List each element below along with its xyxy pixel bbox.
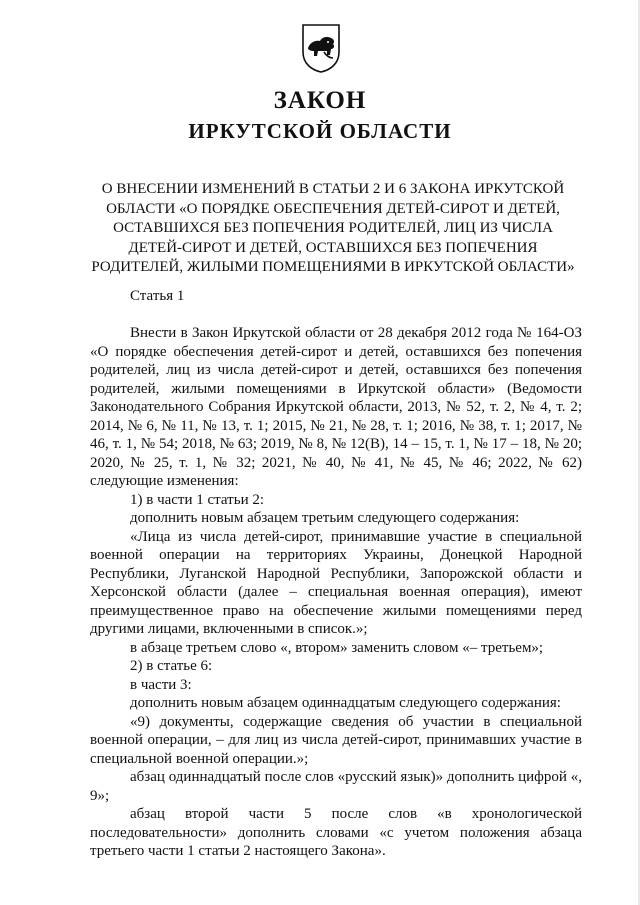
paragraph: 1) в части 1 статьи 2: bbox=[130, 491, 265, 508]
article-body bbox=[90, 324, 582, 861]
paragraph: дополнить новым абзацем одиннадцатым следующего содержания: bbox=[130, 695, 561, 711]
paragraph: Внести в Закон Иркутской области от 28 декабря 2012 года № 164-ОЗ «О порядке обеспечения детей-сирот и детей, оставшихся без попечения родителей, лиц из числа детей-сирот и детей, оставшихся без попечения родителей, жилыми помещениями в Иркутской области» (Ведомости Законодательного Собрания Иркутской области, 2013, № 52, т. 2, № 4, т. 2; 2014, № 6, № 11, № 13, т. 1; 2015, № 21, № 28, т. 1; 2016, № 38, т. 1; 2017, № 46, т. 1, № 54; 2018, № 63; 2019, № 8, № 12(В), 14 – 15, т. 1, № 17 – 18, № 20; 2020, № 25, т. 1, № 32; 2021, № 40, № 41, № 45, № 46; 2022, № 62) следующие изменения: bbox=[90, 325, 582, 489]
paragraph: в части 3: bbox=[130, 676, 192, 693]
irkutsk-coat-of-arms-icon bbox=[300, 22, 342, 74]
article-label: Статья 1 bbox=[130, 288, 185, 304]
law-title: ЗАКОН bbox=[273, 87, 367, 114]
paragraph: дополнить новым абзацем третьим следующего содержания: bbox=[130, 510, 520, 526]
paragraph: 2) в статье 6: bbox=[130, 658, 213, 674]
paragraph: абзац второй части 5 после слов «в хронологической последовательности» дополнить словами «с учетом положения абзаца третьего части 1 статьи 2 настоящего Закона». bbox=[90, 806, 582, 859]
law-subtitle: ИРКУТСКОЙ ОБЛАСТИ bbox=[188, 119, 452, 143]
paragraph: абзац одиннадцатый после слов «русский язык)» дополнить цифрой «, 9»; bbox=[90, 769, 582, 804]
law-heading: О ВНЕСЕНИИ ИЗМЕНЕНИЙ В СТАТЬИ 2 И 6 ЗАКОНА ИРКУТСКОЙ ОБЛАСТИ «О ПОРЯДКЕ ОБЕСПЕЧЕНИЯ ДЕТЕЙ-СИРОТ И ДЕТЕЙ, ОСТАВШИХСЯ БЕЗ ПОПЕЧЕНИЯ РОДИТЕЛЕЙ, ЛИЦ ИЗ ЧИСЛА ДЕТЕЙ-СИРОТ И ДЕТЕЙ, ОСТАВШИХСЯ БЕЗ ПОПЕЧЕНИЯ РОДИТЕЛЕЙ, ЖИЛЫМИ ПОМЕЩЕНИЯМИ В ИРКУТСКОЙ ОБЛАСТИ» bbox=[91, 181, 575, 275]
paragraph: в абзаце третьем слово «, втором» заменить словом «– третьем»; bbox=[130, 639, 544, 656]
paragraph: «9) документы, содержащие сведения об участии в специальной военной операции, – для лиц из числа детей-сирот, принимавших участие в специальной военной операции.»; bbox=[90, 713, 582, 767]
paragraph: «Лица из числа детей-сирот, принимавшие участие в специальной военной операции на территориях Украины, Донецкой Народной Республики, Луганской Народной Республики, Запорожской области и Херсонской области (далее – специальная военная операция), имеют преимущественное право на обеспечение жилыми помещениями перед другими лицами, включенными в список.»; bbox=[90, 528, 582, 637]
